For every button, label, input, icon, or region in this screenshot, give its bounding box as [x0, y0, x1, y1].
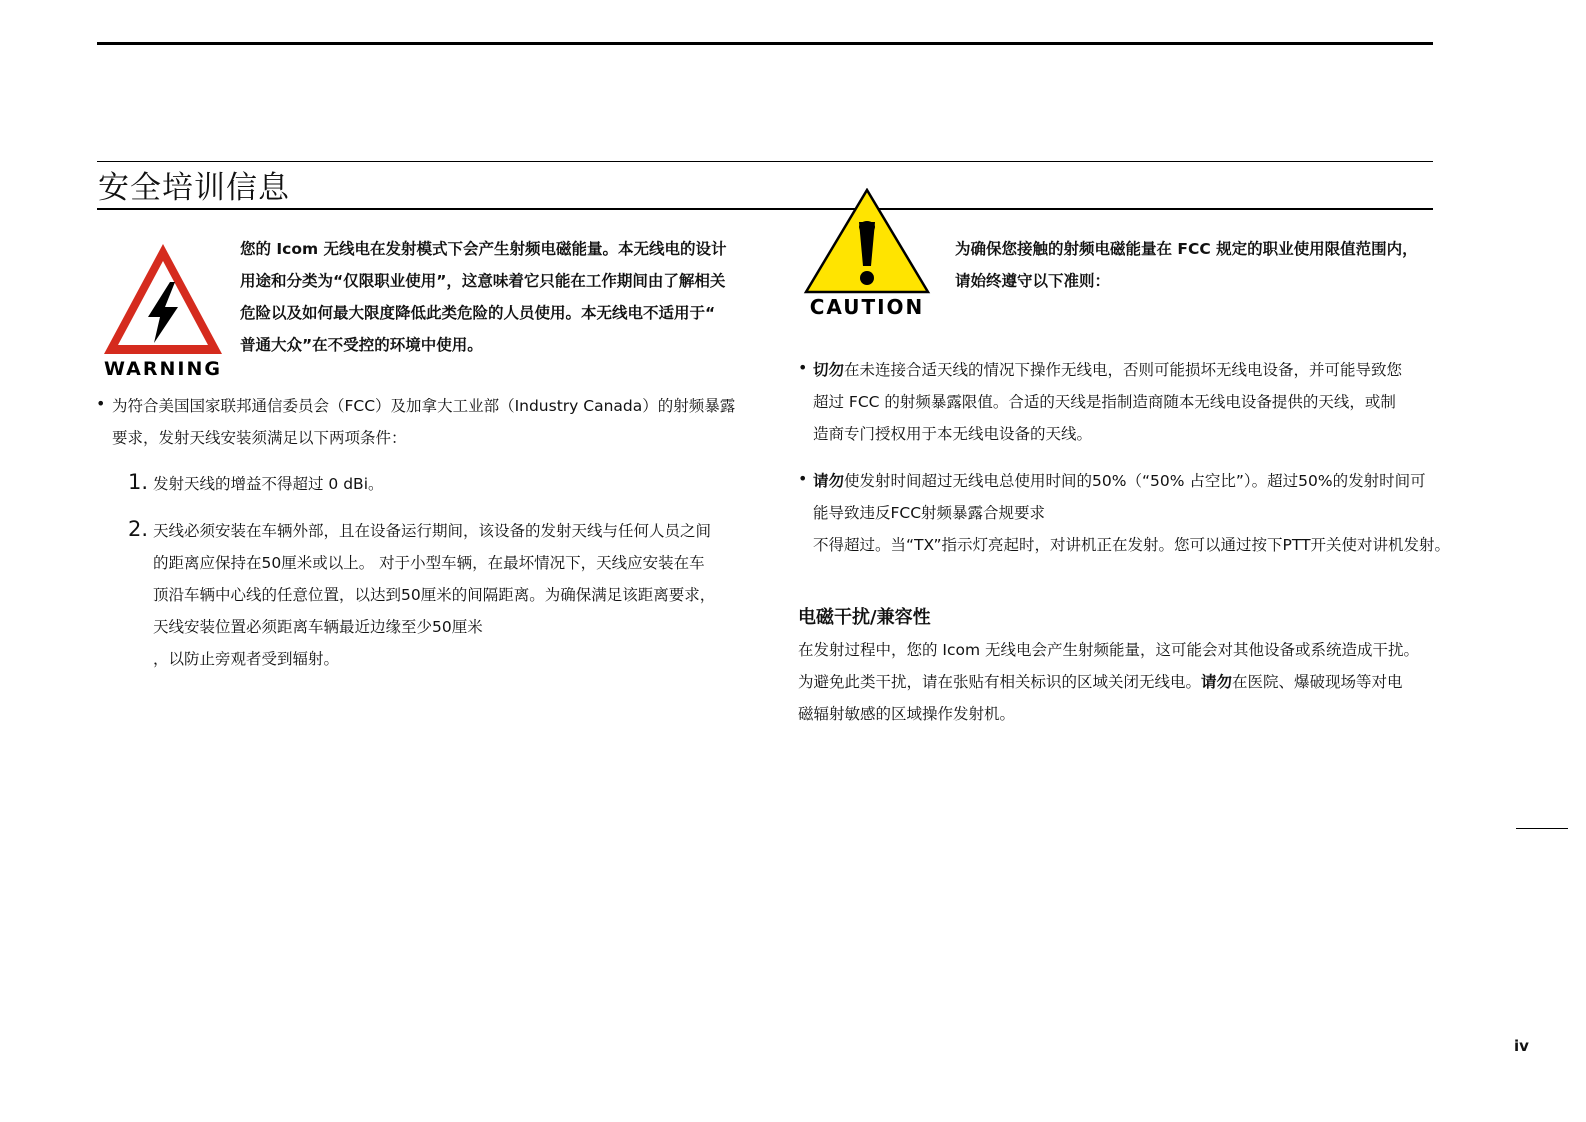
fcc-bullet-line: 为符合美国国家联邦通信委员会（FCC）及加拿大工业部（Industry Canada）的射频暴露 — [112, 397, 736, 415]
condition-line: 天线必须安装在车辆外部，且在设备运行期间，该设备的发射天线与任何人员之间 — [153, 522, 712, 540]
caution-bullet-text: 在未连接合适天线的情况下操作无线电，否则可能损坏无线电设备，并可能导致您 — [844, 361, 1403, 379]
warning-intro-line: 您的 Icom 无线电在发射模式下会产生射频电磁能量。本无线电的设计 — [240, 240, 727, 258]
caution-bullet-line — [813, 354, 1402, 386]
caution-bold-term: 请勿 — [813, 472, 845, 490]
top-rule — [97, 42, 1433, 45]
caution-bullet-marker: • — [798, 358, 808, 377]
caution-bullet-line — [813, 465, 1450, 497]
emi-bold-term: 请勿 — [1201, 673, 1233, 691]
emi-body — [798, 634, 1419, 730]
exclamation-icon — [803, 188, 931, 322]
caution-bullet-line: 超过 FCC 的射频暴露限值。合适的天线是指制造商随本无线电设备提供的天线，或制 — [813, 393, 1396, 411]
caution-intro — [955, 233, 1418, 297]
side-tab-rule — [1516, 828, 1568, 829]
emi-line — [798, 666, 1419, 698]
caution-bullet-line: 不得超过。当“TX”指示灯亮起时，对讲机正在发射。您可以通过按下PTT开关使对讲机发射。 — [813, 536, 1451, 554]
caution-bullet-marker: • — [798, 469, 808, 488]
caution-label: CAUTION — [809, 295, 925, 319]
condition-line: 顶沿车辆中心线的任意位置，以达到50厘米的间隔距离。为确保满足该距离要求， — [153, 586, 716, 604]
emi-text: 为避免此类干扰，请在张贴有相关标识的区域关闭无线电。 — [798, 673, 1202, 691]
condition-2-number: 2. — [128, 517, 149, 541]
caution-bullet-1 — [813, 354, 1402, 450]
emi-line: 磁辐射敏感的区域操作发射机。 — [798, 705, 1016, 723]
emi-heading: 电磁干扰/兼容性 — [798, 607, 931, 628]
page-number: iv — [1514, 1037, 1529, 1055]
caution-bullet-line: 能导致违反FCC射频暴露合规要求 — [813, 504, 1046, 522]
condition-line: 的距离应保持在50厘米或以上。 对于小型车辆，在最坏情况下，天线应安装在车 — [153, 554, 705, 572]
condition-line: ，以防止旁观者受到辐射。 — [153, 650, 340, 668]
emi-line: 在发射过程中，您的 Icom 无线电会产生射频能量，这可能会对其他设备或系统造成干扰。 — [798, 641, 1420, 659]
caution-bullet-2 — [813, 465, 1450, 561]
condition-2 — [153, 515, 715, 675]
condition-1 — [153, 468, 384, 500]
warning-intro-line: 普通大众”在不受控的环境中使用。 — [240, 336, 483, 354]
warning-intro-line: 用途和分类为“仅限职业使用”，这意味着它只能在工作期间由了解相关 — [240, 272, 726, 290]
caution-bullet-line: 造商专门授权用于本无线电设备的天线。 — [813, 425, 1093, 443]
fcc-bullet — [112, 390, 735, 454]
warning-intro — [240, 233, 727, 361]
caution-bold-term: 切勿 — [813, 361, 845, 379]
page-title: 安全培训信息 — [98, 170, 290, 206]
condition-line: 发射天线的增益不得超过 0 dBi。 — [153, 475, 384, 493]
section-rule-top — [97, 161, 1433, 162]
caution-intro-line: 请始终遵守以下准则： — [955, 272, 1111, 290]
section-rule-bottom — [97, 208, 1433, 210]
condition-line: 天线安装位置必须距离车辆最近边缘至少50厘米 — [153, 618, 483, 636]
condition-1-number: 1. — [128, 470, 149, 494]
caution-bullet-text: 使发射时间超过无线电总使用时间的50%（“50% 占空比”）。超过50%的发射时间可 — [844, 472, 1426, 490]
fcc-bullet-line: 要求，发射天线安装须满足以下两项条件： — [112, 429, 407, 447]
caution-icon — [803, 188, 931, 322]
fcc-bullet-marker: • — [96, 394, 106, 413]
caution-intro-line: 为确保您接触的射频电磁能量在 FCC 规定的职业使用限值范围内， — [955, 240, 1418, 258]
warning-label: WARNING — [104, 358, 222, 380]
emi-text: 在医院、爆破现场等对电 — [1232, 673, 1403, 691]
warning-icon — [98, 238, 228, 380]
warning-intro-line: 危险以及如何最大限度降低此类危险的人员使用。本无线电不适用于“ — [240, 304, 716, 322]
high-voltage-icon — [98, 238, 228, 380]
